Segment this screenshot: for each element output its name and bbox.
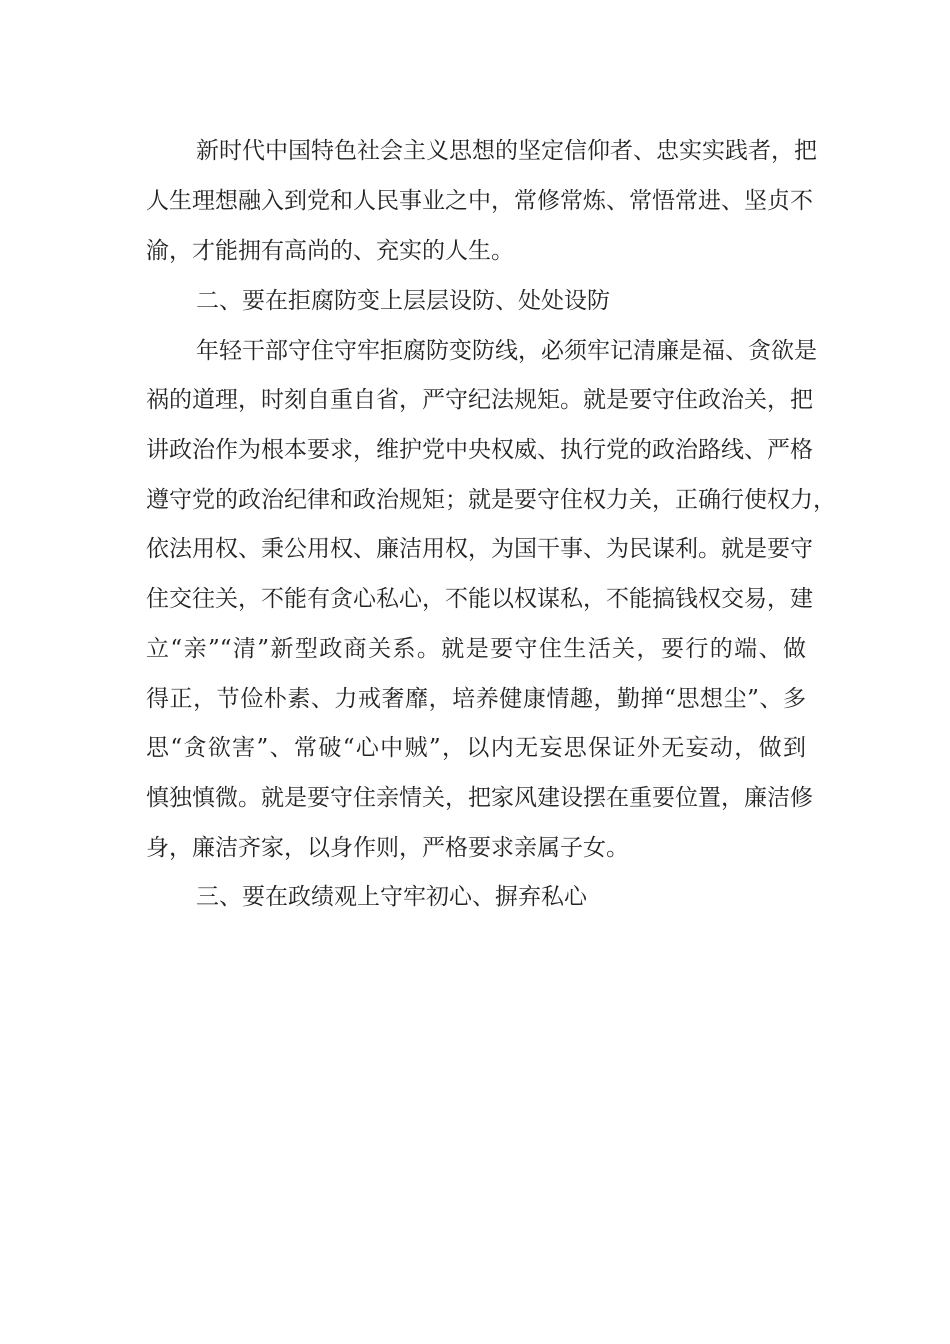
text-line: 讲政治作为根本要求，维护党中央权威、执行党的政治路线、严格: [146, 437, 813, 463]
text-line: 慎独慎微。就是要守住亲情关，把家风建设摆在重要位置，廉洁修: [146, 785, 813, 811]
text-line: 人生理想融入到党和人民事业之中，常修常炼、常悟常进、坚贞不: [146, 188, 813, 214]
text-line: 年轻干部守住守牢拒腐防变防线，必须牢记清廉是福、贪欲是: [196, 338, 817, 364]
text-line: 思“贪欲害”、常破“心中贼”，以内无妄思保证外无妄动，做到: [146, 735, 806, 761]
text-line: 渝，才能拥有高尚的、充实的人生。: [146, 238, 514, 264]
text-line: 祸的道理，时刻自重自省，严守纪法规矩。就是要守住政治关，把: [146, 387, 813, 413]
section-heading-2: 二、要在拒腐防变上层层设防、处处设防: [196, 288, 610, 314]
text-line: 依法用权、秉公用权、廉洁用权，为国干事、为民谋利。就是要守: [146, 536, 813, 562]
text-line: 立“亲”“清”新型政商关系。就是要守住生活关，要行的端、做: [146, 636, 806, 662]
section-heading-3: 三、要在政绩观上守牢初心、摒弃私心: [196, 884, 587, 910]
text-line: 得正，节俭朴素、力戒奢靡，培养健康情趣，勤掸“思想尘”、多: [146, 686, 806, 712]
text-line: 新时代中国特色社会主义思想的坚定信仰者、忠实实践者，把: [196, 138, 817, 164]
text-line: 住交往关，不能有贪心私心，不能以权谋私，不能搞钱权交易，建: [146, 586, 813, 612]
text-line: 遵守党的政治纪律和政治规矩；就是要守住权力关，正确行使权力，: [146, 487, 836, 513]
text-line: 身，廉洁齐家，以身作则，严格要求亲属子女。: [146, 835, 629, 861]
